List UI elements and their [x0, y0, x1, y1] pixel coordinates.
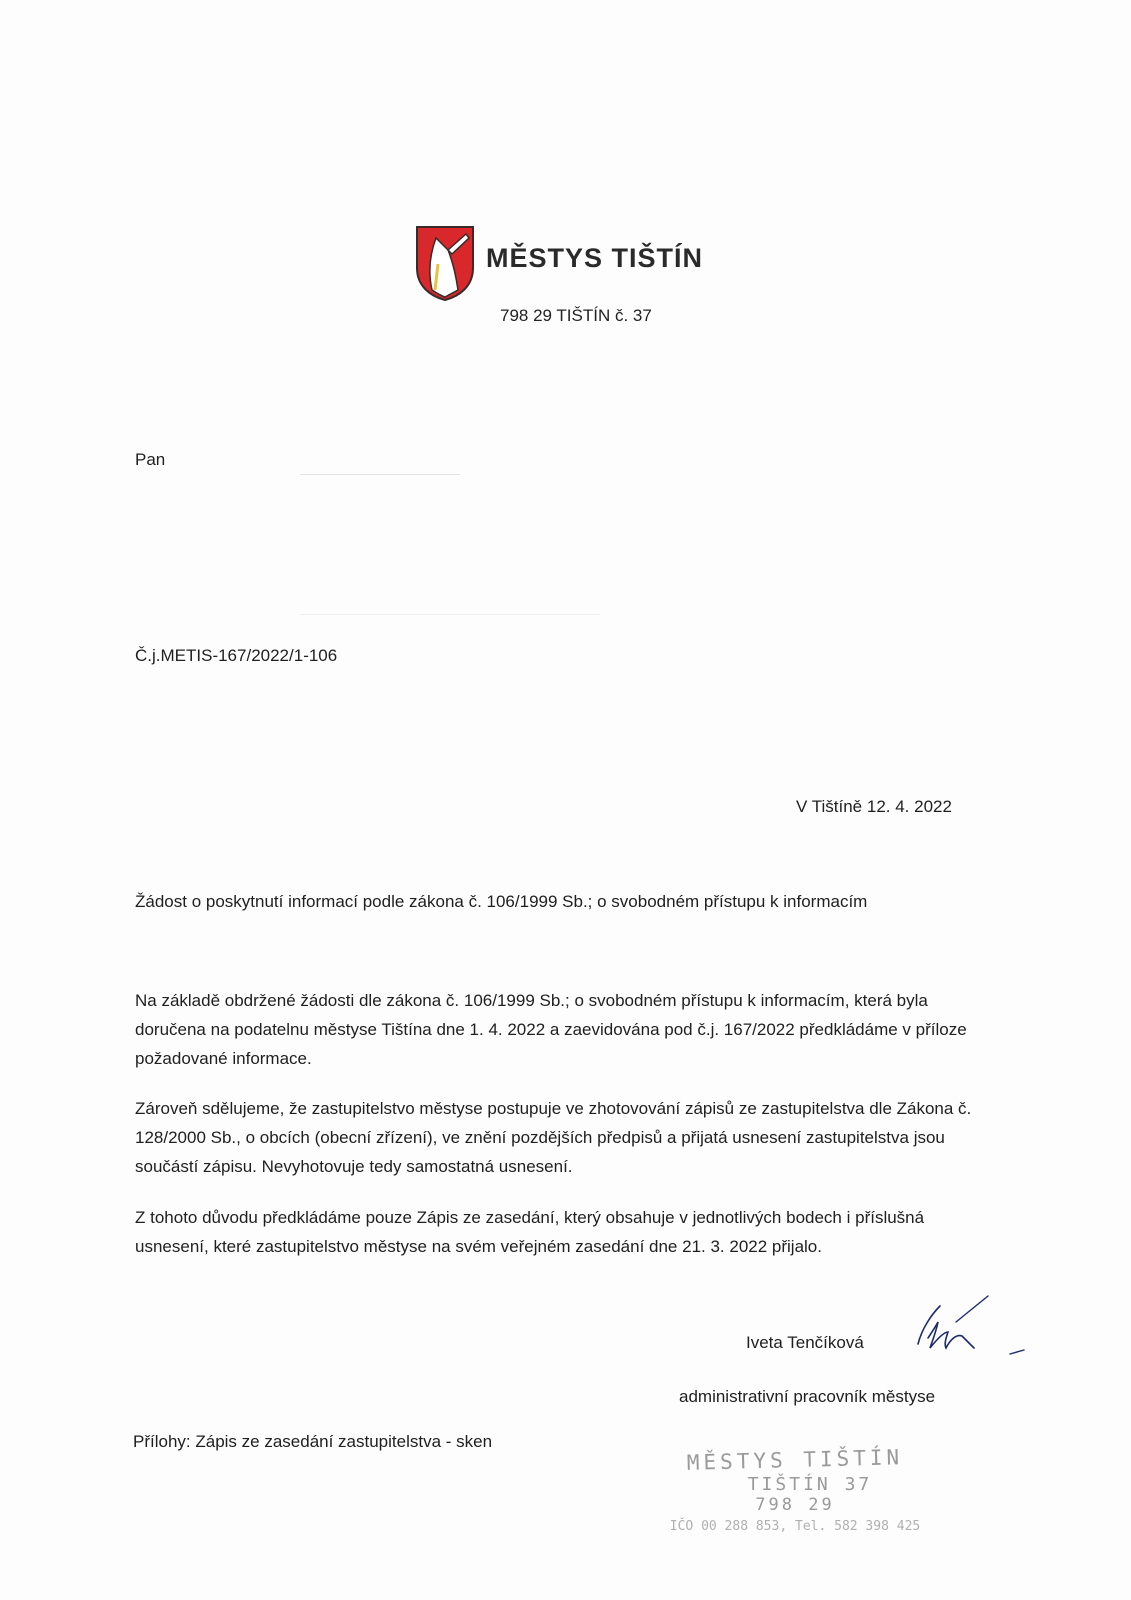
letter-subject: Žádost o poskytnutí informací podle zákona č. 106/1999 Sb.; o svobodném přístupu k informacím: [135, 892, 868, 911]
body-paragraph: Na základě obdržené žádosti dle zákona č. 106/1999 Sb.; o svobodném přístupu k informacím, která byla doručena na podatelnu městyse Tištína dne 1. 4. 2022 a zaevidována pod č.j. 167/2022 předkládáme v příloze požadované informace.: [135, 991, 967, 1068]
coat-of-arms-icon: [414, 224, 476, 302]
redaction-trace: [300, 614, 600, 615]
stamp-line: IČO 00 288 853, Tel. 582 398 425: [669, 1519, 921, 1534]
body-paragraph: Zároveň sdělujeme, že zastupitelstvo městyse postupuje ve zhotovování zápisů ze zastupitelstva dle Zákona č. 128/2000 Sb., o obcích (obecní zřízení), ve znění pozdějších předpisů a přijatá usnesení zastupitelstva jsou součástí zápisu. Nevyhotovuje tedy samostatná usnesení.: [135, 1099, 972, 1176]
official-stamp: [660, 1445, 930, 1538]
signer-role: administrativní pracovník městyse: [679, 1387, 936, 1406]
stamp-line: 798 29: [755, 1495, 835, 1515]
signer-name: Iveta Tenčíková: [746, 1333, 864, 1352]
redaction-trace: [300, 474, 460, 475]
reference-number: Č.j.METIS-167/2022/1-106: [135, 646, 338, 665]
town-name: MĚSTYS TIŠTÍN: [486, 243, 704, 273]
stamp-line: TIŠTÍN 37: [747, 1474, 873, 1495]
stamp-line: MĚSTYS TIŠTÍN: [686, 1445, 904, 1475]
letter-date: V Tištíně 12. 4. 2022: [796, 797, 952, 816]
handwritten-signature: [910, 1292, 1040, 1364]
body-paragraph: Z tohoto důvodu předkládáme pouze Zápis ze zasedání, který obsahuje v jednotlivých bodech i příslušná usnesení, které zastupitelstvo městyse na svém veřejném zasedání dne 21. 3. 2022 přijalo.: [135, 1208, 925, 1256]
attachments-line: Přílohy: Zápis ze zasedání zastupitelstva - sken: [133, 1432, 493, 1451]
recipient-salutation: Pan: [135, 450, 166, 469]
town-address: 798 29 TIŠTÍN č. 37: [500, 306, 652, 325]
